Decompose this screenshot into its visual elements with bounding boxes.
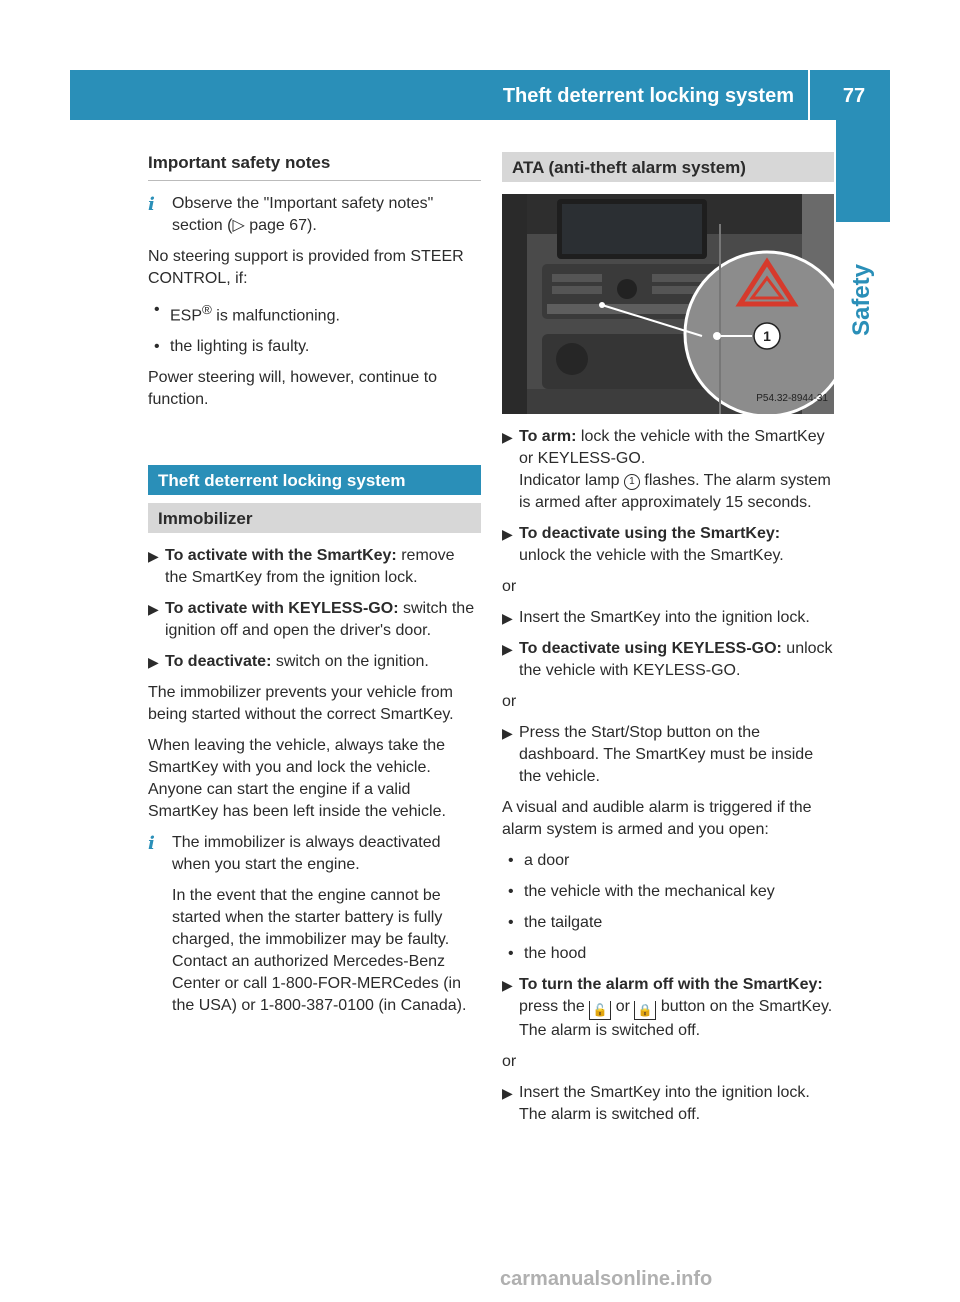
step-arrow-icon: ▶ [502, 610, 513, 626]
callout-number: 1 [763, 328, 771, 344]
info-icon: i [148, 833, 155, 855]
step-arrow-icon: ▶ [502, 526, 513, 542]
unlock-icon: 🔓 [589, 1001, 611, 1020]
dashboard-photo [502, 194, 834, 414]
step-arrow-icon: ▶ [502, 429, 513, 445]
list-item: • the vehicle with the mechanical key [508, 881, 834, 903]
lock-icon: 🔒 [634, 1001, 656, 1020]
list-item: • the hood [508, 943, 834, 965]
dashboard-illustration [502, 194, 834, 414]
instruction-step: ▶ To turn the alarm off with the SmartKey: press the 🔓 or 🔒 button on the SmartKey. The alarm is switched off. [502, 976, 833, 1039]
instruction-step: ▶ Press the Start/Stop button on the dashboard. The SmartKey must be inside the vehicle. [502, 724, 814, 785]
page-header-bar [70, 70, 890, 120]
step-arrow-icon: ▶ [148, 548, 159, 565]
page-number: 77 [842, 85, 866, 107]
instruction-step: ▶ To deactivate: switch on the ignition. [148, 651, 481, 673]
instruction-step: ▶ Insert the SmartKey into the ignition lock. [502, 607, 834, 629]
side-tab-label: Safety [848, 263, 875, 337]
step-arrow-icon: ▶ [502, 1085, 513, 1101]
callout-marker: 1 [624, 474, 640, 490]
step-result: Indicator lamp 1 flashes. The alarm system is armed after approximately 15 seconds. [519, 472, 831, 511]
info-note [148, 832, 481, 1017]
list-item: • the tailgate [508, 912, 834, 934]
info-text: Observe the "Important safety notes" section (▷ page 67). [172, 195, 434, 234]
step-arrow-icon: ▶ [502, 725, 513, 741]
step-arrow-icon: ▶ [502, 641, 513, 657]
instruction-step: ▶ To deactivate using KEYLESS-GO: unlock the vehicle with KEYLESS-GO. [502, 640, 833, 679]
watermark: carmanualsonline.info [500, 1268, 713, 1290]
info-text: The immobilizer is always deactivated when you start the engine. [172, 834, 441, 874]
or-separator: or [502, 578, 517, 595]
paragraph: When leaving the vehicle, always take the SmartKey with you and lock the vehicle. Anyone can start the engine if a valid SmartKey has been left inside the vehicle. [148, 737, 446, 821]
step-arrow-icon: ▶ [148, 654, 159, 671]
side-tab [836, 120, 890, 222]
list-item: • a door [508, 850, 834, 872]
running-title: Theft deterrent locking system [503, 70, 810, 120]
paragraph: The immobilizer prevents your vehicle from being started without the correct SmartKey. [148, 684, 454, 724]
or-separator: or [502, 1053, 517, 1070]
safety-heading: Important safety notes [148, 152, 481, 181]
steer-intro: No steering support is provided from STEER CONTROL, if: [148, 248, 464, 287]
right-column [502, 152, 834, 1135]
info-text: In the event that the engine cannot be started when the starter battery is fully charged, the immobilizer may be faulty. Contact an authorized Mercedes-Benz Center or call 1-800-FOR-MERCedes (in the USA) or 1-800-387-0100 (in Canada). [172, 887, 467, 1015]
info-icon: i [148, 194, 155, 215]
list-item: • ESP® is malfunctioning. [154, 299, 481, 327]
instruction-step: ▶ To arm: lock the vehicle with the SmartKey or KEYLESS-GO. Indicator lamp 1 flashes. The alarm system is armed after approximately 15 seconds. [502, 426, 834, 514]
section-heading: Theft deterrent locking system [148, 465, 481, 495]
ata-heading: ATA (anti-theft alarm system) [502, 152, 834, 182]
list-item: • the lighting is faulty. [154, 336, 481, 358]
instruction-step: ▶ To activate with the SmartKey: remove the SmartKey from the ignition lock. [148, 547, 455, 587]
image-code: P54.32-8944-31 [756, 393, 828, 404]
or-separator: or [502, 693, 517, 710]
info-note [148, 193, 481, 237]
steer-outro: Power steering will, however, continue to function. [148, 369, 438, 409]
instruction-step: ▶ Insert the SmartKey into the ignition lock. The alarm is switched off. [502, 1084, 810, 1123]
instruction-step: ▶ To activate with KEYLESS-GO: switch the ignition off and open the driver's door. [148, 600, 475, 640]
instruction-step: ▶ To deactivate using the SmartKey: unlock the vehicle with the SmartKey. [502, 525, 784, 564]
paragraph: A visual and audible alarm is triggered if the alarm system is armed and you open: [502, 799, 812, 838]
left-column [148, 152, 481, 1026]
step-arrow-icon: ▶ [148, 601, 159, 618]
step-arrow-icon: ▶ [502, 977, 513, 993]
immobilizer-heading: Immobilizer [148, 503, 481, 533]
